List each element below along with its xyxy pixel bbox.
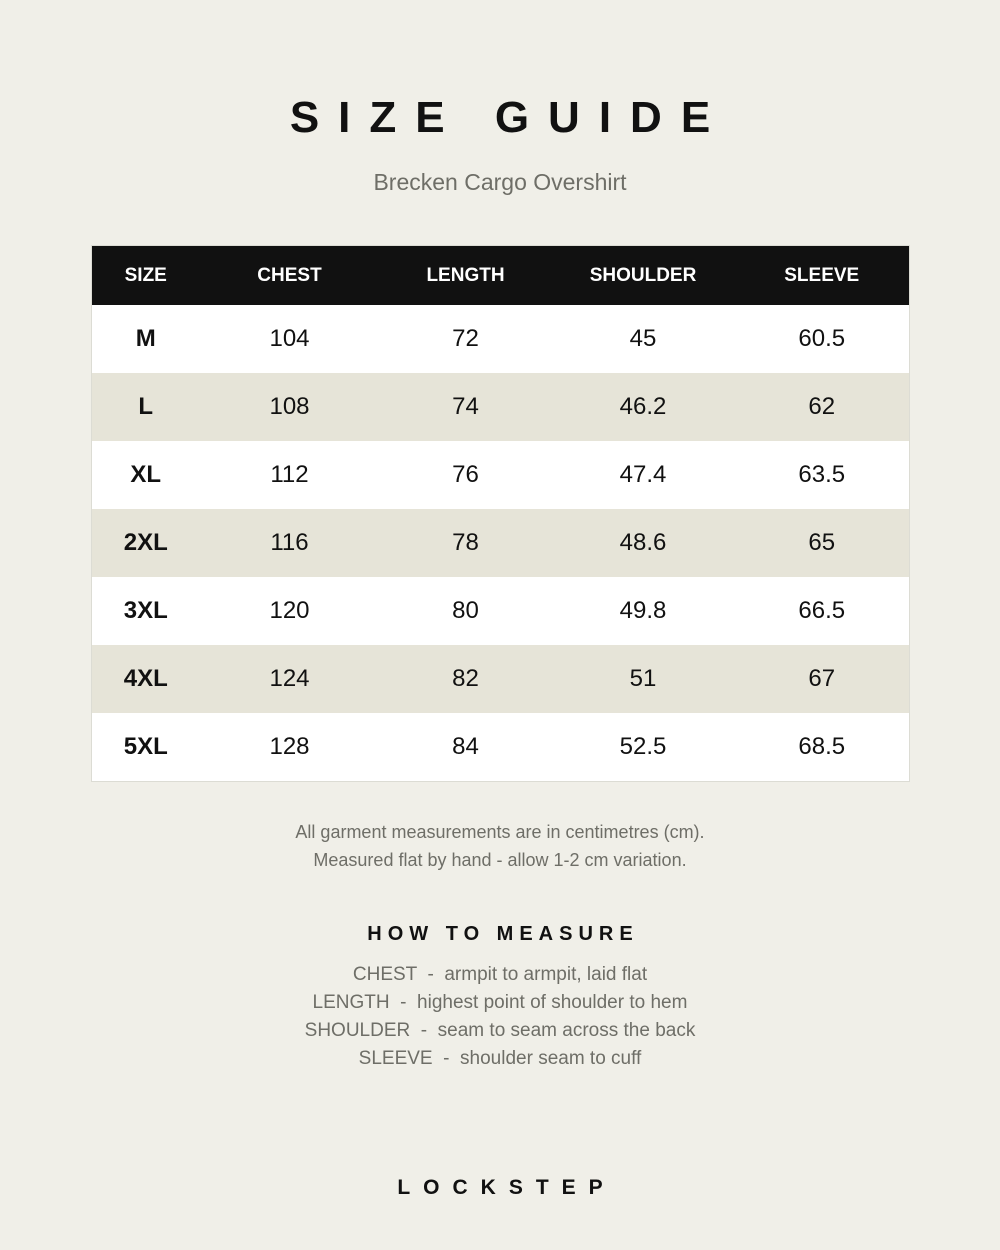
sleeve-cell: 60.5 [735,305,910,373]
chest-cell: 116 [200,509,380,577]
table-row [92,441,910,509]
length-cell: 82 [380,645,552,713]
sleeve-cell: 67 [735,645,910,713]
table-header-row [92,246,910,306]
brand-name: LOCKSTEP [397,1176,616,1199]
header-length: LENGTH [380,246,552,306]
table-row [92,305,910,373]
length-cell: 80 [380,577,552,645]
measure-instruction-length: LENGTH - highest point of shoulder to hem [312,992,688,1013]
shoulder-cell: 47.4 [552,441,735,509]
table-row [92,577,910,645]
table-row [92,509,910,577]
size-cell: M [92,305,200,373]
length-cell: 72 [380,305,552,373]
size-cell: 4XL [92,645,200,713]
header-size: SIZE [92,246,200,306]
size-cell: 5XL [92,713,200,782]
how-to-measure-list [0,961,1000,1073]
sleeve-cell: 63.5 [735,441,910,509]
length-cell: 76 [380,441,552,509]
measure-instruction-shoulder: SHOULDER - seam to seam across the back [304,1020,696,1041]
table-row [92,713,910,782]
length-cell: 78 [380,509,552,577]
measure-instruction-sleeve: SLEEVE - shoulder seam to cuff [358,1048,642,1069]
shoulder-cell: 48.6 [552,509,735,577]
chest-cell: 108 [200,373,380,441]
chest-cell: 112 [200,441,380,509]
header-shoulder: SHOULDER [552,246,735,306]
size-cell: XL [92,441,200,509]
sleeve-cell: 66.5 [735,577,910,645]
chest-cell: 128 [200,713,380,782]
measurement-notes [0,818,1000,874]
length-cell: 74 [380,373,552,441]
page-title: SIZE GUIDE [289,93,730,142]
sleeve-cell: 65 [735,509,910,577]
chest-cell: 104 [200,305,380,373]
how-to-measure-heading: HOW TO MEASURE [367,923,639,945]
length-cell: 84 [380,713,552,782]
shoulder-cell: 49.8 [552,577,735,645]
chest-cell: 124 [200,645,380,713]
product-name: Brecken Cargo Overshirt [373,169,627,195]
shoulder-cell: 45 [552,305,735,373]
header-sleeve: SLEEVE [735,246,910,306]
chest-cell: 120 [200,577,380,645]
size-table [91,245,910,782]
measure-instruction-chest: CHEST - armpit to armpit, laid flat [352,964,648,985]
size-cell: 2XL [92,509,200,577]
variation-note: Measured flat by hand - allow 1-2 cm variation. [313,850,687,870]
sleeve-cell: 62 [735,373,910,441]
shoulder-cell: 52.5 [552,713,735,782]
header-chest: CHEST [200,246,380,306]
size-cell: L [92,373,200,441]
shoulder-cell: 51 [552,645,735,713]
shoulder-cell: 46.2 [552,373,735,441]
size-cell: 3XL [92,577,200,645]
table-row [92,373,910,441]
sleeve-cell: 68.5 [735,713,910,782]
units-note: All garment measurements are in centimetres (cm). [295,822,705,842]
table-row [92,645,910,713]
